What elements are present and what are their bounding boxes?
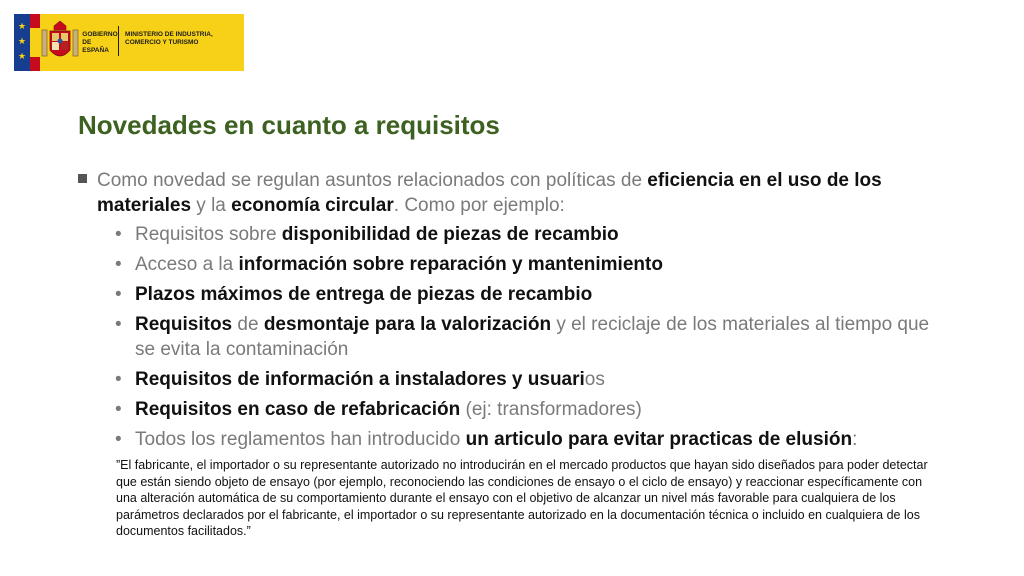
square-bullet-icon [78,174,87,183]
requirements-list [78,222,948,452]
bullet-dot-icon: • [115,399,122,420]
item-bold: disponibilidad de piezas de recambio [281,224,619,245]
bullet-dot-icon: • [115,254,122,275]
item-bold: Requisitos [135,314,233,335]
slide-title: Novedades en cuanto a requisitos [78,110,500,140]
item-text: os [584,369,605,390]
logo-ministry-text: MINISTERIO DE INDUSTRIA, COMERCIO Y TURISMO [125,31,213,46]
main-bullet-text-3: . Como por ejemplo: [393,195,565,216]
main-bullet [78,168,948,218]
list-item [115,367,948,392]
main-bullet-bold-2: economía circular [231,195,394,216]
item-text-3: y el reciclaje de los materiales al tiempo que se evita la contaminación [135,314,930,360]
bullet-dot-icon: • [115,224,122,245]
coat-of-arms-icon [40,14,80,71]
list-item [115,397,948,422]
eu-flag-icon: ★ ★ ★ [14,14,30,71]
regulation-quote: ”El fabricante, el importador o su representante autorizado no introducirán en el mercado productos que hayan sido diseñados para poder detectar que están siendo objeto de ensayo (por ejemplo, reconociendo las condiciones de ensayo o el ciclo de ensayo) y reaccionar específicamente con una alteración automática de su comportamiento durante el ensayo con el objetivo de alcanzar un nivel más favorable para cualquiera de los parámetros declarados por el fabricante, el importador o su representante autorizado en la documentación técnica o incluido en cualquiera de los documentos facilitados.” [116,458,928,538]
item-bold: Plazos máximos de entrega de piezas de recambio [135,284,593,305]
item-text: de [232,314,264,335]
list-item [115,312,948,362]
government-logo [14,14,244,71]
bullet-dot-icon: • [115,429,122,450]
spain-flag-icon [30,14,40,71]
item-bold-2: desmontaje para la valorización [263,314,552,335]
main-bullet-text-1: Como novedad se regulan asuntos relacionados con políticas de [97,170,648,191]
main-bullet-bold-1: eficiencia en el uso de los materiales [97,170,882,216]
item-text: (ej: transformadores) [460,399,642,420]
list-item [115,282,948,307]
item-text: Acceso a la [135,254,239,275]
bullet-dot-icon: • [115,284,122,305]
list-item [115,252,948,277]
bullet-dot-icon: • [115,314,122,335]
item-bold: Requisitos de información a instaladores y usuari [135,369,585,390]
item-bold: información sobre reparación y mantenimiento [238,254,663,275]
main-bullet-text-2: y la [191,195,232,216]
item-text: Todos los reglamentos han introducido [135,429,466,450]
logo-government-text: GOBIERNO DE ESPAÑA [80,26,119,56]
list-item [115,427,948,452]
slide-content [78,168,948,540]
item-text-2: : [852,429,858,450]
item-text: Requisitos sobre [135,224,282,245]
item-bold: Requisitos en caso de refabricación [135,399,461,420]
bullet-dot-icon: • [115,369,122,390]
item-bold: un articulo para evitar practicas de elusión [465,429,853,450]
list-item [115,222,948,247]
